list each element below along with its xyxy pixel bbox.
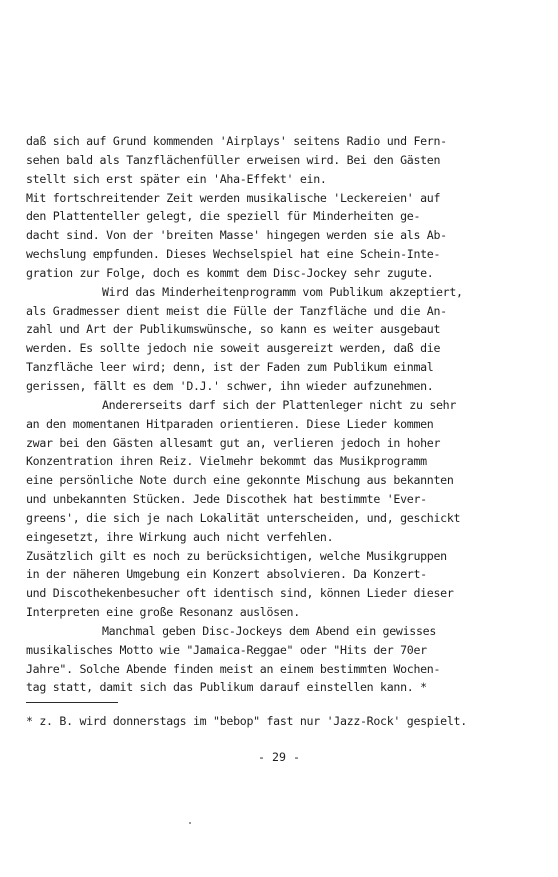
- footnote-separator: [26, 702, 118, 703]
- text-line: Wird das Minderheitenprogramm vom Publikum akzeptiert,: [102, 284, 463, 299]
- body-text: [26, 132, 526, 697]
- text-line: wechslung empfunden. Dieses Wechselspiel hat eine Schein-Inte-: [26, 247, 441, 262]
- text-line: Manchmal geben Disc-Jockeys dem Abend ein gewisses: [102, 623, 437, 638]
- text-line: an den momentanen Hitparaden orientieren. Diese Lieder kommen: [26, 416, 434, 431]
- text-line: zwar bei den Gästen allesamt gut an, verlieren jedoch in hoher: [26, 435, 441, 450]
- page-number: - 29 -: [258, 750, 300, 764]
- text-line: Zusätzlich gilt es noch zu berücksichtigen, welche Musikgruppen: [26, 548, 447, 563]
- text-line: und Discothekenbesucher oft identisch sind, können Lieder dieser: [26, 586, 454, 601]
- text-line: und unbekannten Stücken. Jede Discothek hat bestimmte 'Ever-: [26, 492, 427, 507]
- text-line: werden. Es sollte jedoch nie soweit ausgereizt werden, daß die: [26, 341, 441, 356]
- footnote: * z. B. wird donnerstags im "bebop" fast nur 'Jazz-Rock' gespielt.: [26, 714, 467, 728]
- text-line: gration zur Folge, doch es kommt dem Disc-Jockey sehr zugute.: [26, 265, 434, 280]
- text-line: zahl und Art der Publikumswünsche, so kann es weiter ausgebaut: [26, 322, 441, 337]
- text-line: gerissen, fällt es dem 'D.J.' schwer, ihn wieder aufzunehmen.: [26, 378, 434, 393]
- text-line: den Plattenteller gelegt, die speziell für Minderheiten ge-: [26, 209, 421, 224]
- text-line: greens', die sich je nach Lokalität unterscheiden, und, geschickt: [26, 510, 461, 525]
- text-line: dacht sind. Von der 'breiten Masse' hingegen werden sie als Ab-: [26, 228, 447, 243]
- text-line: sehen bald als Tanzflächenfüller erweisen wird. Bei den Gästen: [26, 152, 441, 167]
- text-line: eingesetzt, ihre Wirkung auch nicht verfehlen.: [26, 529, 334, 544]
- text-line: als Gradmesser dient meist die Fülle der Tanzfläche und die An-: [26, 303, 447, 318]
- text-line: tag statt, damit sich das Publikum darauf einstellen kann. *: [26, 680, 427, 695]
- text-line: Tanzfläche leer wird; denn, ist der Faden zum Publikum einmal: [26, 360, 434, 375]
- text-line: Konzentration ihren Reiz. Vielmehr bekommt das Musikprogramm: [26, 454, 427, 469]
- text-line: Andererseits darf sich der Plattenleger nicht zu sehr: [102, 397, 457, 412]
- text-line: daß sich auf Grund kommenden 'Airplays' seitens Radio und Fern-: [26, 134, 447, 148]
- text-line: Jahre". Solche Abende finden meist an einem bestimmten Wochen-: [26, 661, 441, 676]
- text-line: in der näheren Umgebung ein Konzert absolvieren. Da Konzert-: [26, 567, 427, 582]
- text-line: musikalisches Motto wie "Jamaica-Reggae" oder "Hits der 70er: [26, 642, 427, 657]
- text-line: Interpreten eine große Resonanz auslösen.: [26, 605, 300, 620]
- text-line: Mit fortschreitender Zeit werden musikalische 'Leckereien' auf: [26, 190, 441, 205]
- scan-speck: [189, 822, 191, 824]
- text-line: eine persönliche Note durch eine gekonnte Mischung aus bekannten: [26, 473, 454, 488]
- text-line: stellt sich erst später ein 'Aha-Effekt' ein.: [26, 171, 327, 186]
